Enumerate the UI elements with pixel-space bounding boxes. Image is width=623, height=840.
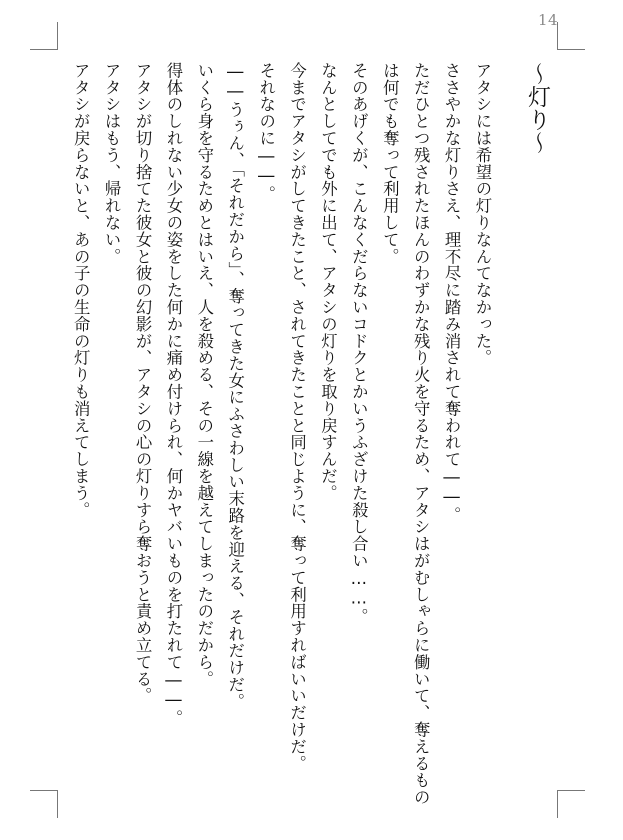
text-line: ささやかな灯りさえ、理不尽に踏み消されて奪われて――。 <box>442 62 462 524</box>
text-line: 今までアタシがしてきたこと、されてきたことと同じように、奪って利用すればいいだけだ。 <box>287 62 307 772</box>
text-line: アタシには希望の灯りなんてなかった。 <box>473 62 492 367</box>
body-text <box>57 62 497 822</box>
crop-mark-bottom-right <box>557 790 585 818</box>
text-line: 得体のしれない少女の姿をした何かに痛め付けられ、何かヤバいものを打たれて――。 <box>163 62 183 727</box>
text-line: ――うぅん、「それだから」、奪ってきた女にふさわしい末路を迎える、それだけだ。 <box>225 62 245 710</box>
text-line: そのあげくが、こんなくだらないコドクとかいうふざけた殺し合い……。 <box>349 62 369 625</box>
crop-mark-top-left <box>30 22 58 50</box>
crop-mark-bottom-left <box>30 790 58 818</box>
crop-mark-top-right <box>557 22 585 50</box>
text-line: いくら身を守るためとはいえ、人を殺める、その一線を越えてしまったのだから。 <box>194 62 214 688</box>
text-line: アタシが切り捨てた彼女と彼の幻影が、アタシの心の灯りすら奪おうと責め立てる。 <box>133 62 153 705</box>
text-line: それなのに――。 <box>256 62 276 203</box>
page-number: 14 <box>538 11 559 29</box>
text-line: なんとしてでも外に出て、アタシの灯りを取り戻すんだ。 <box>318 62 338 502</box>
chapter-title: ～灯り～ <box>524 62 550 154</box>
text-line: アタシはもう、帰れない。 <box>102 62 122 265</box>
text-line: アタシが戻らないと、あの子の生命の灯りも消えてしまう。 <box>71 62 91 519</box>
text-line: は何でも奪って利用して。 <box>380 62 400 265</box>
text-line: ただひとつ残されたほんのわずかな残り火を守るため、アタシはがむしゃらに働いて、奪えるもの <box>411 62 431 806</box>
